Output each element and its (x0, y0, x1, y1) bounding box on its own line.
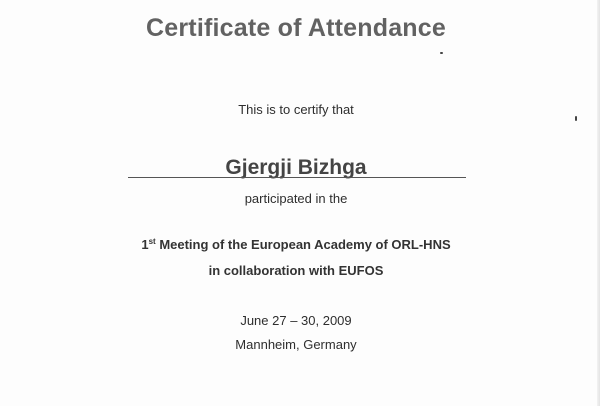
scan-speck (440, 52, 443, 54)
name-underline (128, 177, 466, 178)
certify-text: This is to certify that (238, 102, 354, 117)
meeting-title-text: Meeting of the European Academy of ORL-HNS (155, 237, 451, 252)
scan-speck (575, 116, 577, 121)
meeting-title (0, 237, 592, 252)
meeting-ordinal-suffix: st (148, 237, 156, 246)
collaboration-text: in collaboration with EUFOS (208, 263, 384, 278)
event-date: June 27 – 30, 2009 (240, 313, 352, 328)
participated-text: participated in the (244, 191, 348, 206)
meeting-ordinal-number: 1 (141, 237, 149, 252)
recipient-name: Gjergji Bizhga (225, 156, 367, 179)
certificate-title: Certificate of Attendance (146, 14, 446, 42)
event-location: Mannheim, Germany (235, 337, 357, 352)
